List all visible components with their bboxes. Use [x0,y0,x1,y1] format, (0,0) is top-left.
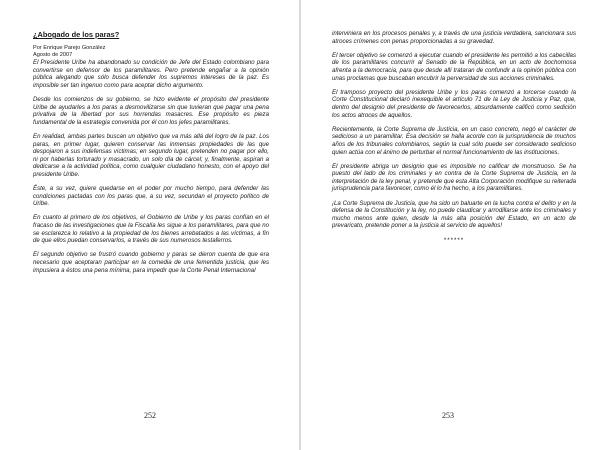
paragraph: El tramposo proyecto del presidente Uribe y los paras comenzó a torcerse cuando la Corte Constitucional declaró inexequible el artículo 71 de la Ley de Justicia y Paz, que, dentro del designio del presidente de favorecerlos, absurdamente calificó como sedición los actos atroces de aquellos. [332,88,576,119]
paragraph: Desde los comienzos de su gobierno, se hizo evidente el propósito del presidente Uribe de ayudarles a los paras a desmovilizarse sin que tuvieran que pagar una pena privativa de la libertad por sus horrendas masacres. Ese propósito es pieza fundamental de la estrategia convenida por él con los jefes paramilitares. [33,95,269,126]
left-text-column [33,30,269,281]
page-number-right: 253 [442,411,454,420]
paragraph: En cuanto al primero de los objetivos, el Gobierno de Uribe y los paras confían en el fracaso de las investigaciones que la Fiscalía les sigue a los paramilitares, para que no se esclarezca lo relativo a la propiedad de los bienes arrebatados a las víctimas, a fin de que ellos puedan conservarlos, a través de sus numerosos testaferros. [33,214,269,245]
paragraph: En realidad, ambas partes buscan un objetivo que va más allá del logro de la paz. Los paras, en primer lugar, quieren conservar las inmensas propiedades de las que despojaron a sus indefensas víctimas; en segundo lugar, pretenden no pagar por ello, ni por haberlas torturado y masacrado, un solo día de cárcel; y, finalmente, aspiran a dedicarse a la actividad política, como cualquier ciudadano honesto, con el apoyo del presidente Uribe. [33,132,269,178]
article-title: ¿Abogado de los paras? [33,30,120,39]
paragraph: El Presidente Uribe ha abandonado su condición de Jefe del Estado colombiano para convertirse en defensor de los paramilitares. Pero pretende engañar a la opinión pública alegando que sólo busca defender los supremos intereses de la paz. Es imposible ser tan ingenuo como para aceptar dicho argumento. [33,59,269,89]
page-number-left: 252 [144,411,156,420]
left-page [0,0,299,450]
paragraph: Éste, a su vez, quiere quedarse en el poder por mucho tiempo, para defender las condiciones pactadas con los paras que, a su vez, secundan el proyecto político de Uribe. [33,185,269,208]
article-date: Agosto de 2007 [33,52,73,58]
paragraph: Recientemente, la Corte Suprema de Justicia, en un caso concreto, negó el carácter de sedicioso a un paramilitar. Esa decisión se halla acorde con la jurisprudencia de muchos años de los tribunales colombianos, según la cual sólo puede ser considerado sedicioso quien actúa con el ánimo de perturbar el normal funcionamiento de las instituciones. [332,125,576,156]
right-text-column [332,30,576,250]
paragraph: El segundo objetivo se frustró cuando gobierno y paras se dieron cuenta de que era necesario que aceptaran participar en la comedia de una fementida justicia, que les impusiera a éstos una pena mínima, para impedir que la Corte Penal Internacional [33,251,269,274]
right-page [301,0,600,450]
end-mark: ****** [443,236,465,244]
paragraph: ¡La Corte Suprema de Justicia, que ha sido un baluarte en la lucha contra el delito y en la defensa de la Constitución y la ley, no puede claudicar y arrodillarse ante los criminales y mucho menos ante quien, desde la más alta posición del Estado, en un acto de prevaricato, pretende poner a la justicia al servicio de aquellos! [332,199,576,230]
article-author: Por Enrique Parejo González [33,45,106,51]
paragraph: El presidente abriga un designio que es imposible no calificar de monstruoso. Se ha puesto del lado de los criminales y en contra de la Corte Suprema de Justicia, en la interpretación de la ley penal, y pretende que esta Alta Corporación modifique su reiterada jurisprudencia para favorecer, como él lo ha hecho, a los paramilitares. [332,162,577,193]
paragraph: El tercer objetivo se comenzó a ejecutar cuando el presidente les permitió a los cabecillas de los paramilitares concurrir al Senado de la República, en un acto de bochornosa afrenta a la democracia, para que desde allí trataran de confundir a la opinión pública con unas proclamas que buscaban encubrir la perversidad de sus acciones criminales. [332,51,576,82]
paragraph: interviniera en los procesos penales y, a través de una justicia verdadera, sancionara sus atroces crímenes con penas proporcionadas a su gravedad. [332,30,576,45]
